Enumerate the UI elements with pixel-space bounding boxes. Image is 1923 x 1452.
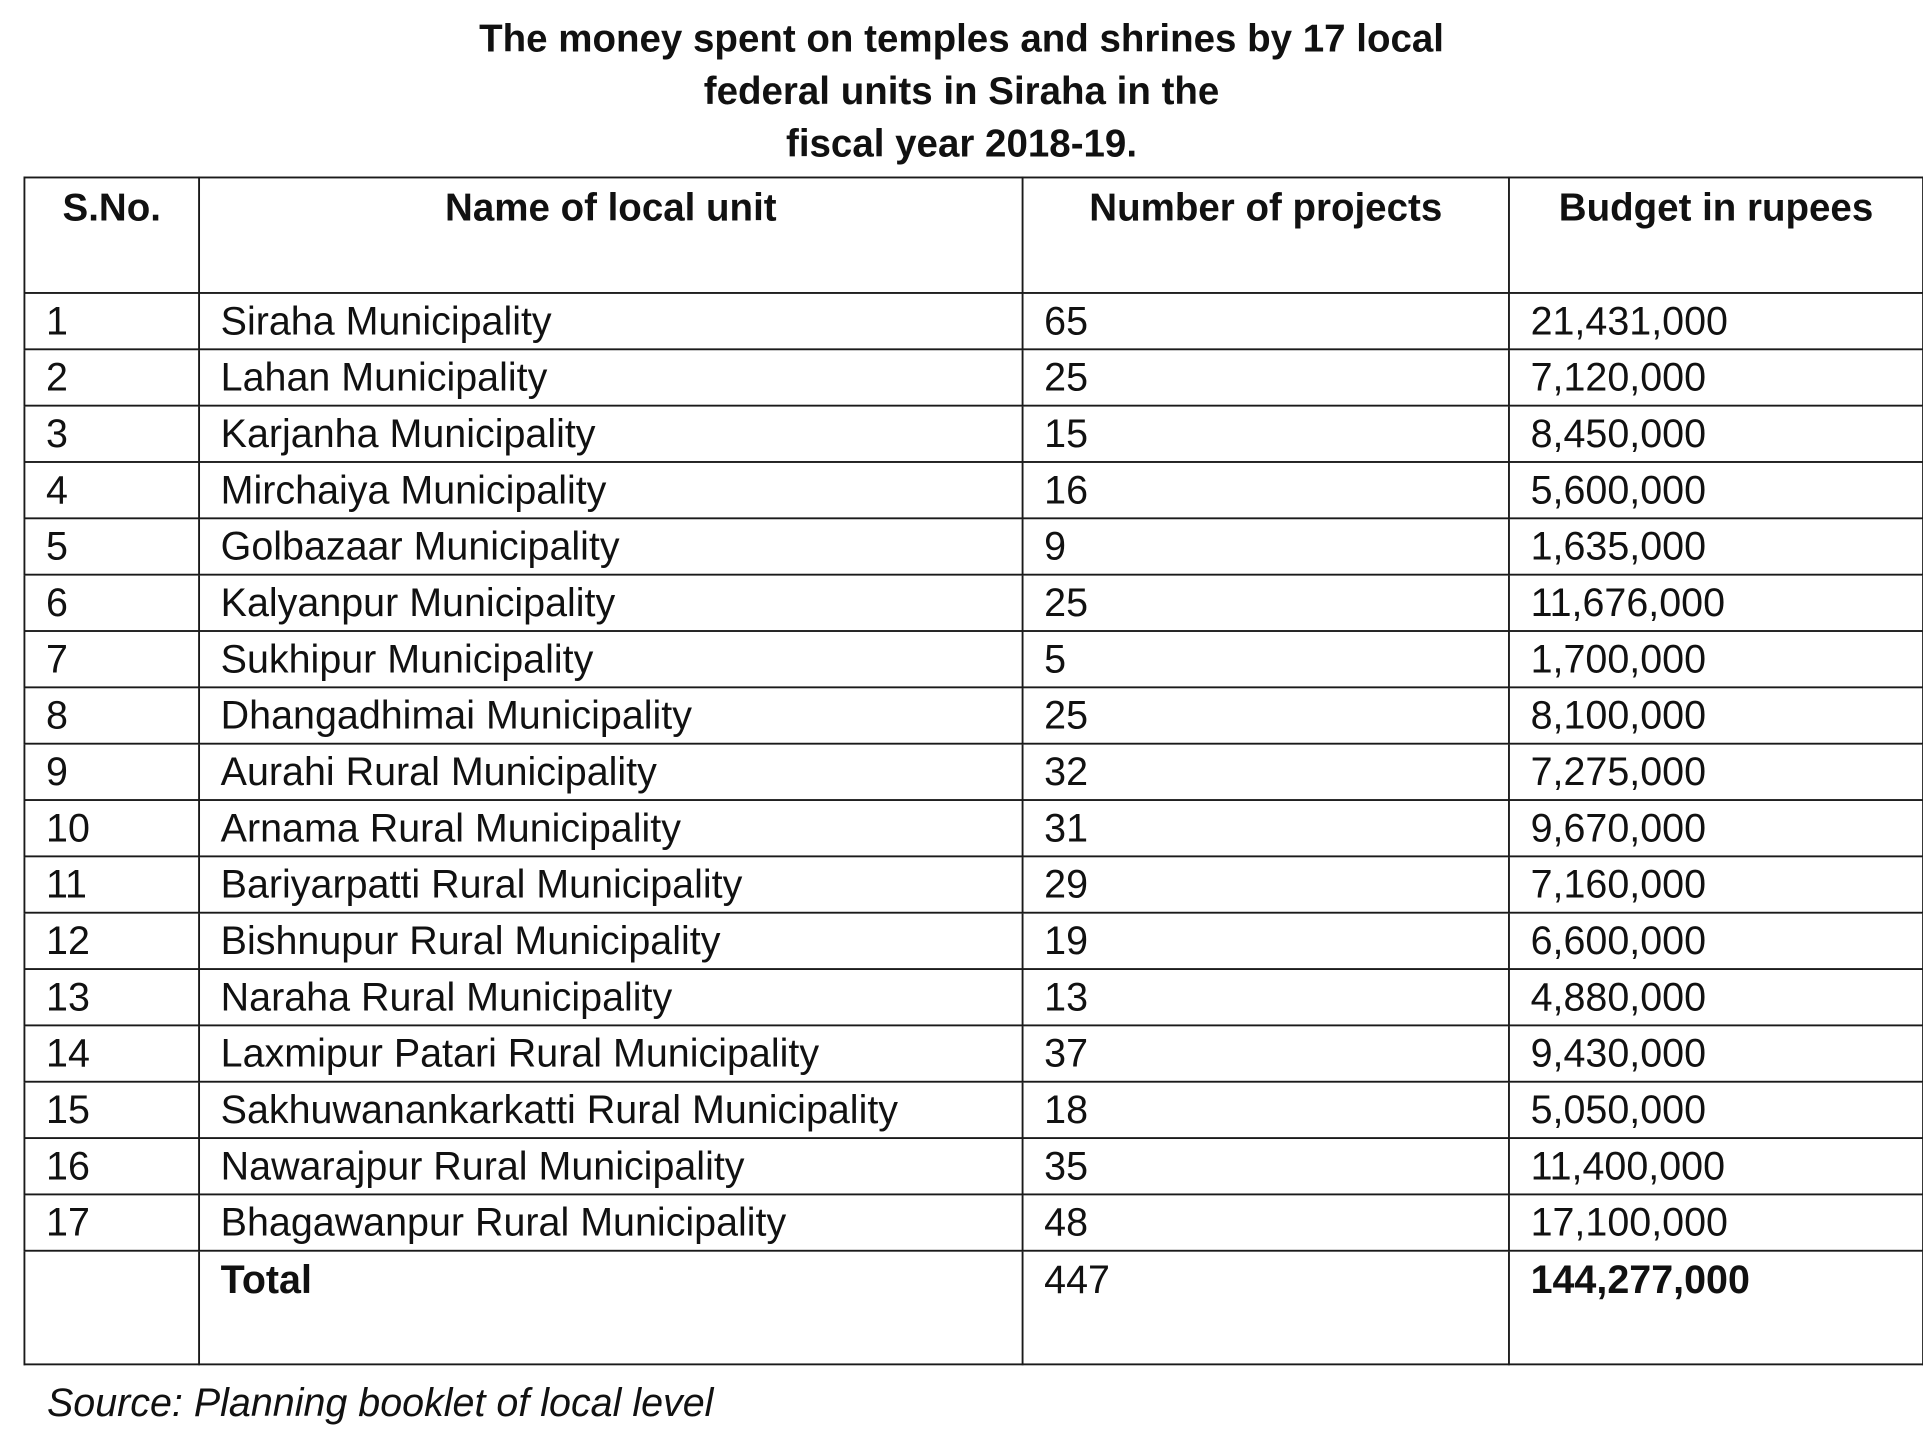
cell-sno: 2 [24, 349, 199, 405]
cell-budget: 7,275,000 [1509, 744, 1923, 800]
cell-budget: 21,431,000 [1509, 293, 1923, 349]
total-sno [24, 1251, 199, 1365]
cell-sno: 13 [24, 969, 199, 1025]
title-line-1: The money spent on temples and shrines by 17 local [479, 16, 1444, 60]
cell-local-unit: Kalyanpur Municipality [199, 575, 1023, 631]
cell-budget: 17,100,000 [1509, 1194, 1923, 1250]
table-row [24, 1194, 1923, 1250]
cell-projects: 65 [1023, 293, 1509, 349]
cell-budget: 11,676,000 [1509, 575, 1923, 631]
cell-local-unit: Arnama Rural Municipality [199, 800, 1023, 856]
cell-budget: 9,670,000 [1509, 800, 1923, 856]
total-budget: 144,277,000 [1509, 1251, 1923, 1365]
table-row [24, 293, 1923, 349]
total-row [24, 1251, 1923, 1365]
cell-local-unit: Mirchaiya Municipality [199, 462, 1023, 518]
cell-projects: 25 [1023, 687, 1509, 743]
cell-sno: 15 [24, 1082, 199, 1138]
cell-sno: 10 [24, 800, 199, 856]
source-note: Source: Planning booklet of local level [46, 1380, 714, 1425]
cell-budget: 5,600,000 [1509, 462, 1923, 518]
cell-projects: 9 [1023, 518, 1509, 574]
cell-local-unit: Laxmipur Patari Rural Municipality [199, 1025, 1023, 1081]
cell-local-unit: Siraha Municipality [199, 293, 1023, 349]
cell-projects: 35 [1023, 1138, 1509, 1194]
cell-sno: 14 [24, 1025, 199, 1081]
cell-sno: 11 [24, 856, 199, 912]
cell-local-unit: Bariyarpatti Rural Municipality [199, 856, 1023, 912]
total-projects: 447 [1023, 1251, 1509, 1365]
cell-budget: 11,400,000 [1509, 1138, 1923, 1194]
cell-budget: 7,160,000 [1509, 856, 1923, 912]
cell-budget: 7,120,000 [1509, 349, 1923, 405]
cell-local-unit: Aurahi Rural Municipality [199, 744, 1023, 800]
table-row [24, 462, 1923, 518]
cell-local-unit: Lahan Municipality [199, 349, 1023, 405]
cell-budget: 5,050,000 [1509, 1082, 1923, 1138]
cell-projects: 19 [1023, 913, 1509, 969]
cell-sno: 8 [24, 687, 199, 743]
cell-budget: 8,450,000 [1509, 406, 1923, 462]
cell-projects: 15 [1023, 406, 1509, 462]
cell-projects: 37 [1023, 1025, 1509, 1081]
header-budget: Budget in rupees [1509, 177, 1923, 292]
table-header-row [24, 177, 1923, 292]
cell-budget: 9,430,000 [1509, 1025, 1923, 1081]
cell-local-unit: Golbazaar Municipality [199, 518, 1023, 574]
cell-projects: 29 [1023, 856, 1509, 912]
table-row [24, 800, 1923, 856]
cell-projects: 18 [1023, 1082, 1509, 1138]
table-row [24, 744, 1923, 800]
title-line-3: fiscal year 2018-19. [786, 121, 1138, 166]
cell-projects: 31 [1023, 800, 1509, 856]
cell-sno: 12 [24, 913, 199, 969]
header-projects: Number of projects [1023, 177, 1509, 292]
cell-local-unit: Bishnupur Rural Municipality [199, 913, 1023, 969]
cell-projects: 16 [1023, 462, 1509, 518]
table-row [24, 969, 1923, 1025]
cell-local-unit: Naraha Rural Municipality [199, 969, 1023, 1025]
cell-sno: 16 [24, 1138, 199, 1194]
title-line-2: federal units in Siraha in the [703, 69, 1220, 113]
total-label: Total [199, 1251, 1023, 1365]
table-row [24, 406, 1923, 462]
cell-projects: 48 [1023, 1194, 1509, 1250]
cell-sno: 4 [24, 462, 199, 518]
table-row [24, 518, 1923, 574]
cell-projects: 25 [1023, 575, 1509, 631]
table-row [24, 913, 1923, 969]
cell-budget: 8,100,000 [1509, 687, 1923, 743]
table-row [24, 1025, 1923, 1081]
cell-projects: 32 [1023, 744, 1509, 800]
header-local-unit: Name of local unit [199, 177, 1023, 292]
cell-local-unit: Sakhuwanankarkatti Rural Municipality [199, 1082, 1023, 1138]
header-sno: S.No. [24, 177, 199, 292]
cell-local-unit: Karjanha Municipality [199, 406, 1023, 462]
table-row [24, 631, 1923, 687]
table-body [24, 293, 1923, 1364]
cell-sno: 9 [24, 744, 199, 800]
table-row [24, 349, 1923, 405]
budget-table [23, 177, 1923, 1366]
cell-budget: 6,600,000 [1509, 913, 1923, 969]
page-title [0, 12, 1923, 170]
cell-budget: 4,880,000 [1509, 969, 1923, 1025]
cell-local-unit: Dhangadhimai Municipality [199, 687, 1023, 743]
cell-local-unit: Nawarajpur Rural Municipality [199, 1138, 1023, 1194]
cell-sno: 5 [24, 518, 199, 574]
cell-projects: 5 [1023, 631, 1509, 687]
cell-sno: 1 [24, 293, 199, 349]
cell-projects: 13 [1023, 969, 1509, 1025]
cell-sno: 3 [24, 406, 199, 462]
table-row [24, 1082, 1923, 1138]
table-row [24, 575, 1923, 631]
cell-local-unit: Sukhipur Municipality [199, 631, 1023, 687]
cell-sno: 17 [24, 1194, 199, 1250]
cell-budget: 1,700,000 [1509, 631, 1923, 687]
cell-budget: 1,635,000 [1509, 518, 1923, 574]
table-row [24, 687, 1923, 743]
cell-sno: 6 [24, 575, 199, 631]
cell-projects: 25 [1023, 349, 1509, 405]
cell-sno: 7 [24, 631, 199, 687]
cell-local-unit: Bhagawanpur Rural Municipality [199, 1194, 1023, 1250]
table-row [24, 1138, 1923, 1194]
table-row [24, 856, 1923, 912]
